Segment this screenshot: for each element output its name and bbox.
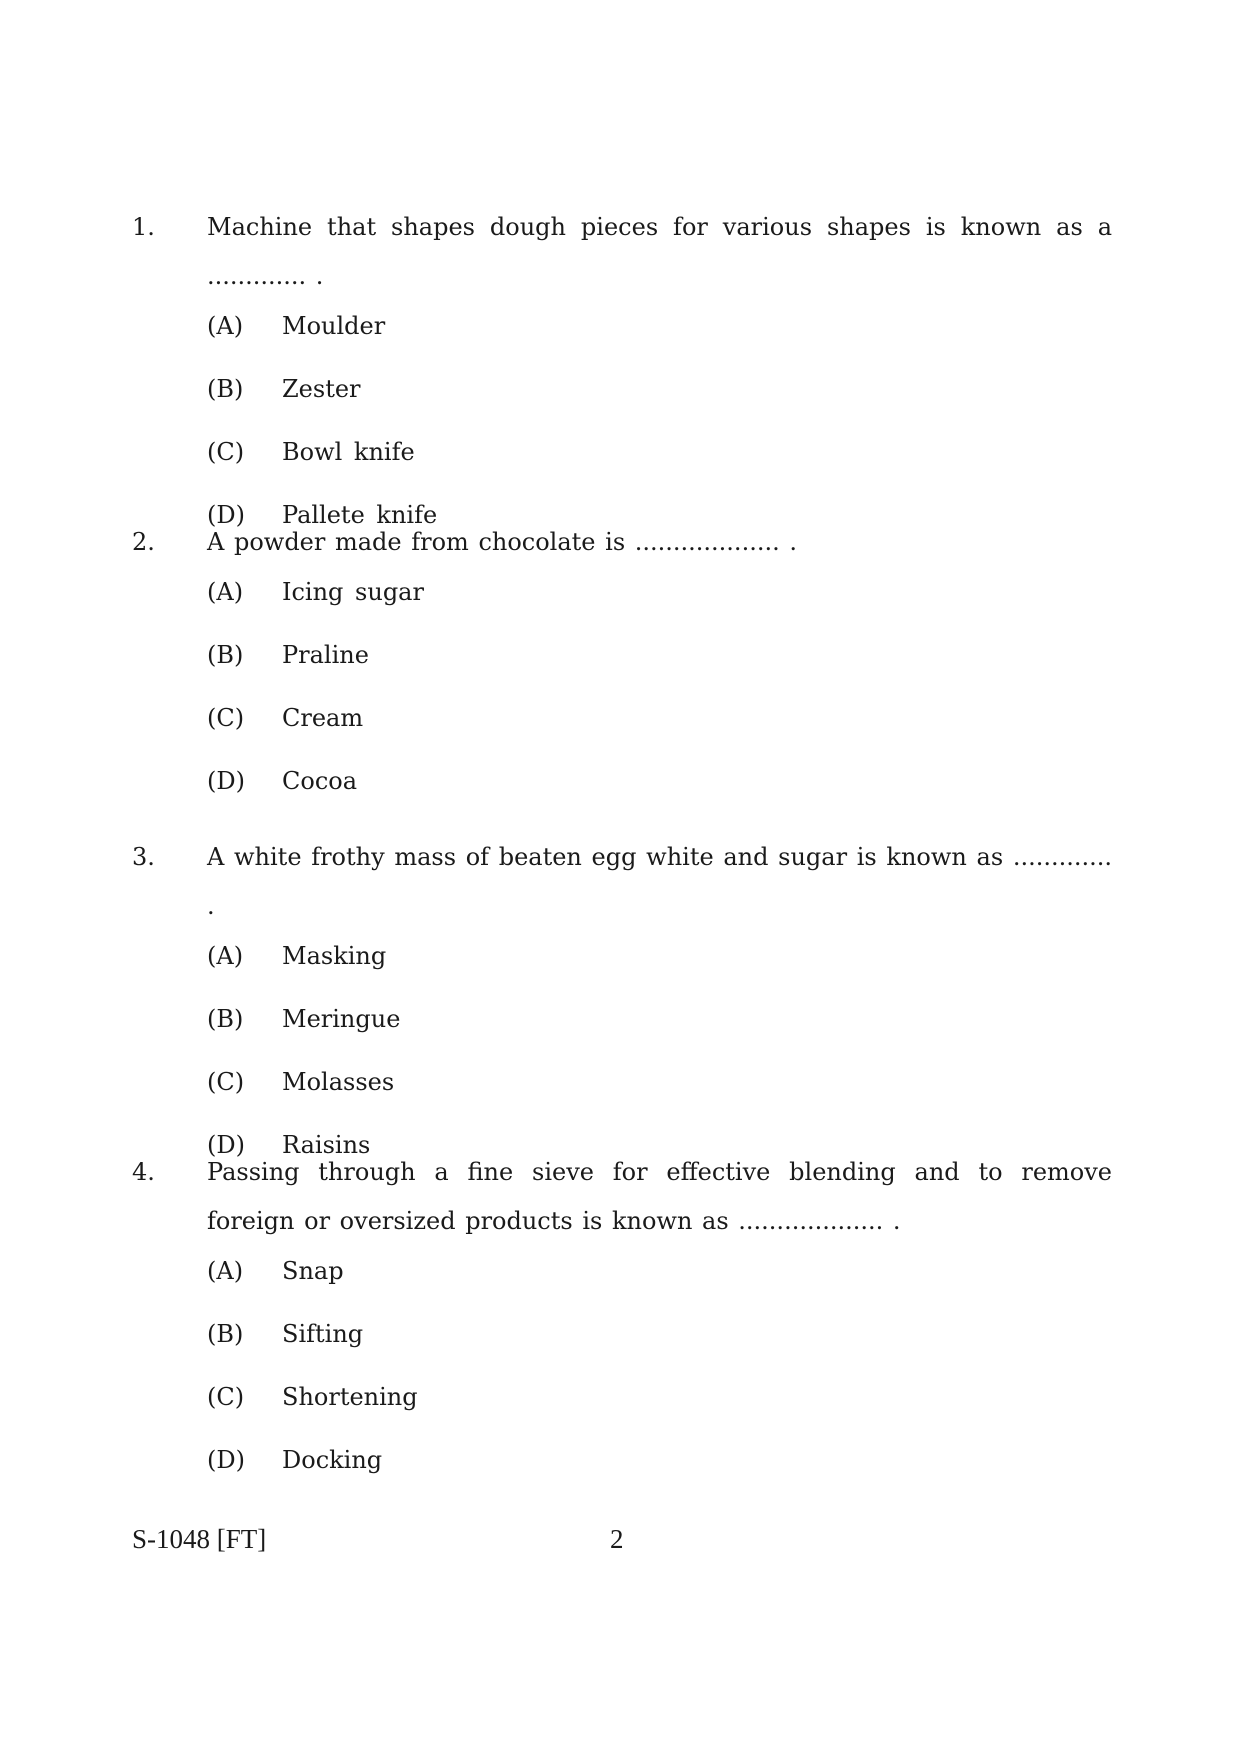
option-text: Raisins xyxy=(282,1131,371,1159)
option-label: (A) xyxy=(207,1257,244,1285)
option-text: Docking xyxy=(282,1446,383,1474)
option-label: (D) xyxy=(207,1131,245,1159)
option-a xyxy=(207,942,1112,1008)
option-text: Molasses xyxy=(282,1068,395,1096)
option-a xyxy=(207,1257,1112,1323)
question-text: Passing through a fine sieve for effective blending and to remove foreign or oversized products is known as ................... . xyxy=(207,1158,1112,1235)
option-b xyxy=(207,375,1112,441)
question-number: 2. xyxy=(132,528,155,556)
option-label: (A) xyxy=(207,312,244,340)
option-c xyxy=(207,704,1112,770)
option-c xyxy=(207,438,1112,504)
option-label: (D) xyxy=(207,1446,245,1474)
option-a xyxy=(207,312,1112,378)
option-text: Cream xyxy=(282,704,364,732)
question-number: 3. xyxy=(132,843,155,871)
option-label: (A) xyxy=(207,578,244,606)
option-d xyxy=(207,1446,1112,1512)
option-list xyxy=(207,578,1112,833)
page-number: 2 xyxy=(610,1524,624,1554)
question-number: 4. xyxy=(132,1158,155,1186)
question-4 xyxy=(132,1148,1112,1512)
option-label: (C) xyxy=(207,704,245,732)
option-label: (B) xyxy=(207,1005,244,1033)
option-text: Praline xyxy=(282,641,369,669)
option-b xyxy=(207,641,1112,707)
option-label: (B) xyxy=(207,375,244,403)
question-number: 1. xyxy=(132,213,155,241)
question-text: A powder made from chocolate is ................... . xyxy=(207,528,797,556)
question-2 xyxy=(132,518,1112,833)
option-text: Zester xyxy=(282,375,361,403)
question-text: Machine that shapes dough pieces for various shapes is known as a ............. . xyxy=(207,213,1112,290)
option-label: (B) xyxy=(207,641,244,669)
question-3 xyxy=(132,833,1112,1197)
option-a xyxy=(207,578,1112,644)
option-text: Masking xyxy=(282,942,387,970)
option-b xyxy=(207,1005,1112,1071)
option-b xyxy=(207,1320,1112,1386)
option-text: Meringue xyxy=(282,1005,401,1033)
option-text: Shortening xyxy=(282,1383,418,1411)
option-text: Cocoa xyxy=(282,767,358,795)
option-text: Moulder xyxy=(282,312,386,340)
option-c xyxy=(207,1383,1112,1449)
option-text: Pallete knife xyxy=(282,501,438,529)
option-d xyxy=(207,767,1112,833)
question-1 xyxy=(132,203,1112,567)
option-label: (C) xyxy=(207,1383,245,1411)
paper-code: S-1048 [FT] xyxy=(132,1524,267,1554)
option-label: (B) xyxy=(207,1320,244,1348)
option-text: Snap xyxy=(282,1257,344,1285)
option-label: (D) xyxy=(207,767,245,795)
option-label: (D) xyxy=(207,501,245,529)
option-text: Sifting xyxy=(282,1320,364,1348)
option-text: Icing sugar xyxy=(282,578,424,606)
option-list xyxy=(207,1257,1112,1512)
option-c xyxy=(207,1068,1112,1134)
option-label: (C) xyxy=(207,438,245,466)
option-label: (C) xyxy=(207,1068,245,1096)
option-label: (A) xyxy=(207,942,244,970)
option-text: Bowl knife xyxy=(282,438,415,466)
question-text: A white frothy mass of beaten egg white and sugar is known as ............. . xyxy=(207,843,1112,920)
